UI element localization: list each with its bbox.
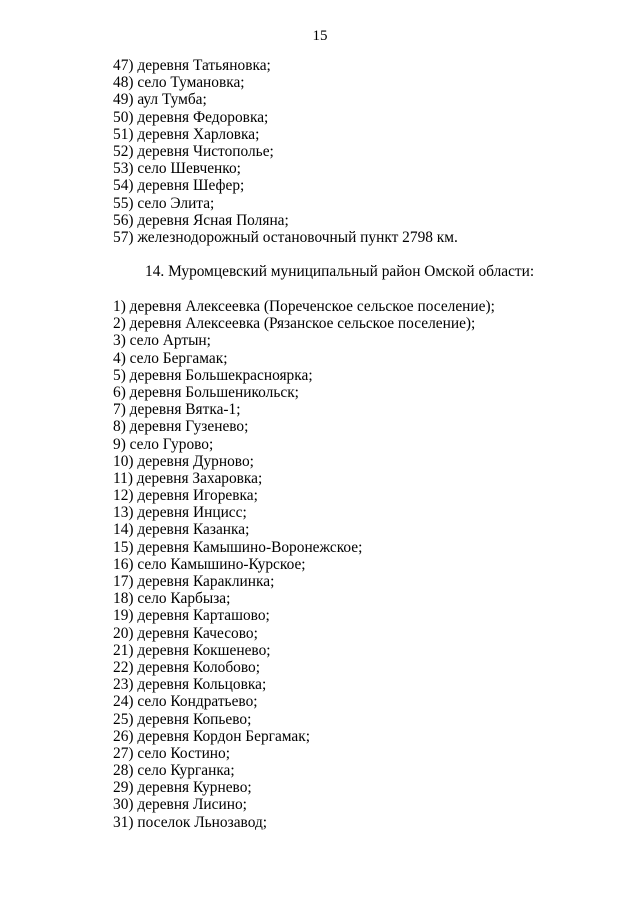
- list-item: 31) поселок Льнозавод;: [113, 813, 268, 831]
- settlement-list-muromtsevsky: [113, 298, 495, 831]
- list-item: 7) деревня Вятка-1;: [113, 401, 241, 419]
- list-item: 17) деревня Караклинка;: [113, 573, 275, 590]
- list-item: 13) деревня Инцисс;: [113, 504, 247, 522]
- list-item: 28) село Курганка;: [113, 762, 235, 780]
- list-item: 18) село Карбыза;: [113, 590, 231, 608]
- list-item: 57) железнодорожный остановочный пункт 2798 км.: [113, 228, 458, 246]
- list-item: 22) деревня Колобово;: [113, 658, 261, 676]
- list-item: 55) село Элита;: [113, 194, 215, 212]
- list-item: 15) деревня Камышино-Воронежское;: [113, 538, 363, 556]
- page-number: 15: [312, 28, 328, 44]
- list-item: 20) деревня Качесово;: [113, 624, 258, 642]
- settlement-list-continued: [113, 57, 458, 246]
- list-item: 3) село Артын;: [113, 332, 211, 350]
- list-item: 27) село Костино;: [113, 744, 231, 762]
- list-item: 8) деревня Гузенево;: [113, 418, 249, 436]
- list-item: 26) деревня Кордон Бергамак;: [113, 727, 311, 745]
- list-item: 56) деревня Ясная Поляна;: [113, 211, 289, 229]
- list-item: 50) деревня Федоровка;: [113, 108, 269, 126]
- list-item: 48) село Тумановка;: [113, 74, 245, 92]
- list-item: 30) деревня Лисино;: [113, 796, 247, 814]
- list-item: 29) деревня Курнево;: [113, 779, 252, 797]
- list-item: 9) село Гурово;: [113, 435, 214, 453]
- list-item: 14) деревня Казанка;: [113, 521, 250, 539]
- list-item: 2) деревня Алексеевка (Рязанское сельское поселение);: [113, 315, 476, 333]
- list-item: 53) село Шевченко;: [113, 160, 241, 178]
- list-item: 16) село Камышино-Курское;: [113, 555, 306, 573]
- list-item: 47) деревня Татьяновка;: [113, 57, 271, 74]
- list-item: 11) деревня Захаровка;: [113, 469, 263, 487]
- list-item: 19) деревня Карташово;: [113, 607, 270, 625]
- list-item: 24) село Кондратьево;: [113, 693, 258, 711]
- list-item: 49) аул Тумба;: [113, 91, 207, 109]
- list-item: 52) деревня Чистополье;: [113, 142, 274, 160]
- list-item: 21) деревня Кокшенево;: [113, 641, 271, 659]
- list-item: 12) деревня Игоревка;: [113, 487, 258, 505]
- list-item: 25) деревня Копьево;: [113, 710, 252, 728]
- list-item: 54) деревня Шефер;: [113, 177, 245, 195]
- list-item: 5) деревня Большекрасноярка;: [113, 366, 313, 384]
- list-item: 23) деревня Кольцовка;: [113, 676, 267, 694]
- list-item: 4) село Бергамак;: [113, 349, 228, 367]
- list-item: 10) деревня Дурново;: [113, 452, 254, 470]
- list-item: 1) деревня Алексеевка (Пореченское сельское поселение);: [113, 298, 495, 315]
- list-item: 6) деревня Большеникольск;: [113, 383, 299, 401]
- list-item: 51) деревня Харловка;: [113, 125, 260, 143]
- section-heading: 14. Муромцевский муниципальный район Омской области:: [145, 263, 535, 280]
